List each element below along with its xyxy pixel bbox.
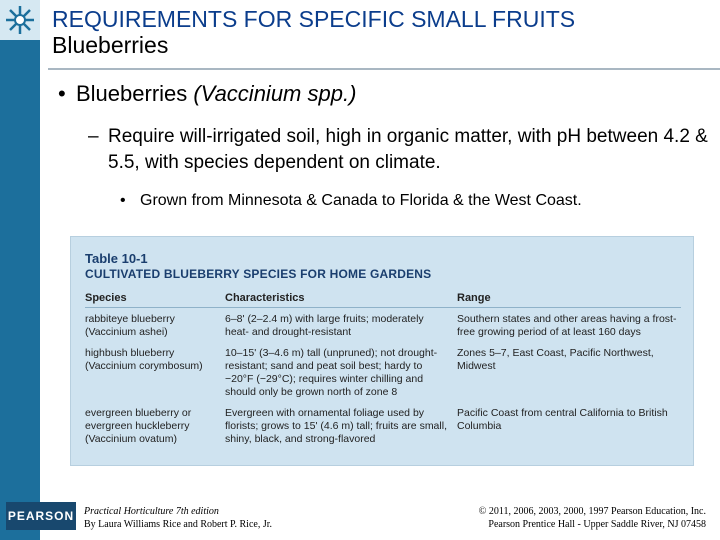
bullet-dot-small: • bbox=[120, 192, 126, 209]
row1-characteristics: 6–8' (2–2.4 m) with large fruits; moderately heat- and drought-resistant bbox=[225, 313, 424, 338]
book-authors: By Laura Williams Rice and Robert P. Rice, Jr. bbox=[84, 519, 272, 530]
table-title: CULTIVATED BLUEBERRY SPECIES FOR HOME GARDENS bbox=[85, 267, 432, 281]
row1-range: Southern states and other areas having a frost-free growing period of at least 160 days bbox=[457, 313, 677, 338]
bullet-dot: • bbox=[58, 81, 66, 106]
footer-right bbox=[479, 505, 706, 531]
bullet1-text: Blueberries bbox=[76, 81, 194, 106]
flower-icon bbox=[3, 3, 37, 37]
header-characteristics: Characteristics bbox=[225, 292, 305, 304]
blueberry-species-table bbox=[70, 236, 694, 466]
row3-characteristics: Evergreen with ornamental foliage used by florists; grows to 15' (4.6 m) tall; fruits are small, shiny, black, and strong-flavored bbox=[225, 407, 447, 445]
flower-logo bbox=[0, 0, 40, 40]
footer-left bbox=[84, 505, 272, 531]
slide-title bbox=[52, 6, 575, 58]
left-accent-bar bbox=[0, 0, 40, 540]
row3-range: Pacific Coast from central California to British Columbia bbox=[457, 407, 668, 432]
table-header-rule bbox=[85, 307, 681, 308]
title-line-2: Blueberries bbox=[52, 32, 169, 58]
title-divider bbox=[48, 68, 720, 70]
bullet2-text: Require will-irrigated soil, high in organic matter, with pH between 4.2 & 5.5, with species dependent on climate. bbox=[108, 126, 708, 173]
row2-range: Zones 5–7, East Coast, Pacific Northwest, Midwest bbox=[457, 347, 654, 372]
row2-species: highbush blueberry (Vaccinium corymbosum) bbox=[85, 347, 203, 372]
header-species: Species bbox=[85, 292, 127, 304]
row2-characteristics: 10–15' (3–4.6 m) tall (unpruned); not drought-resistant; sand and peat soil best; hardy to −20°F (−29°C); requires winter chilling and should only be grown north of zone 8 bbox=[225, 347, 438, 398]
pearson-logo: PEARSON bbox=[6, 502, 76, 530]
publisher: Pearson Prentice Hall - Upper Saddle River, NJ 07458 bbox=[488, 519, 706, 530]
book-title: Practical Horticulture 7th edition bbox=[84, 506, 219, 517]
row3-species: evergreen blueberry or evergreen huckleberry (Vaccinium ovatum) bbox=[85, 407, 192, 445]
table-caption: Table 10-1 bbox=[85, 251, 148, 266]
header-range: Range bbox=[457, 292, 491, 304]
bullet3-text: Grown from Minnesota & Canada to Florida & the West Coast. bbox=[140, 192, 582, 209]
copyright: © 2011, 2006, 2003, 2000, 1997 Pearson Education, Inc. bbox=[478, 506, 706, 517]
row1-species: rabbiteye blueberry (Vaccinium ashei) bbox=[85, 313, 175, 338]
bullet-dash: – bbox=[88, 126, 99, 147]
title-line-1: REQUIREMENTS FOR SPECIFIC SMALL FRUITS bbox=[52, 6, 576, 32]
bullet1-italic: (Vaccinium spp.) bbox=[193, 81, 357, 106]
